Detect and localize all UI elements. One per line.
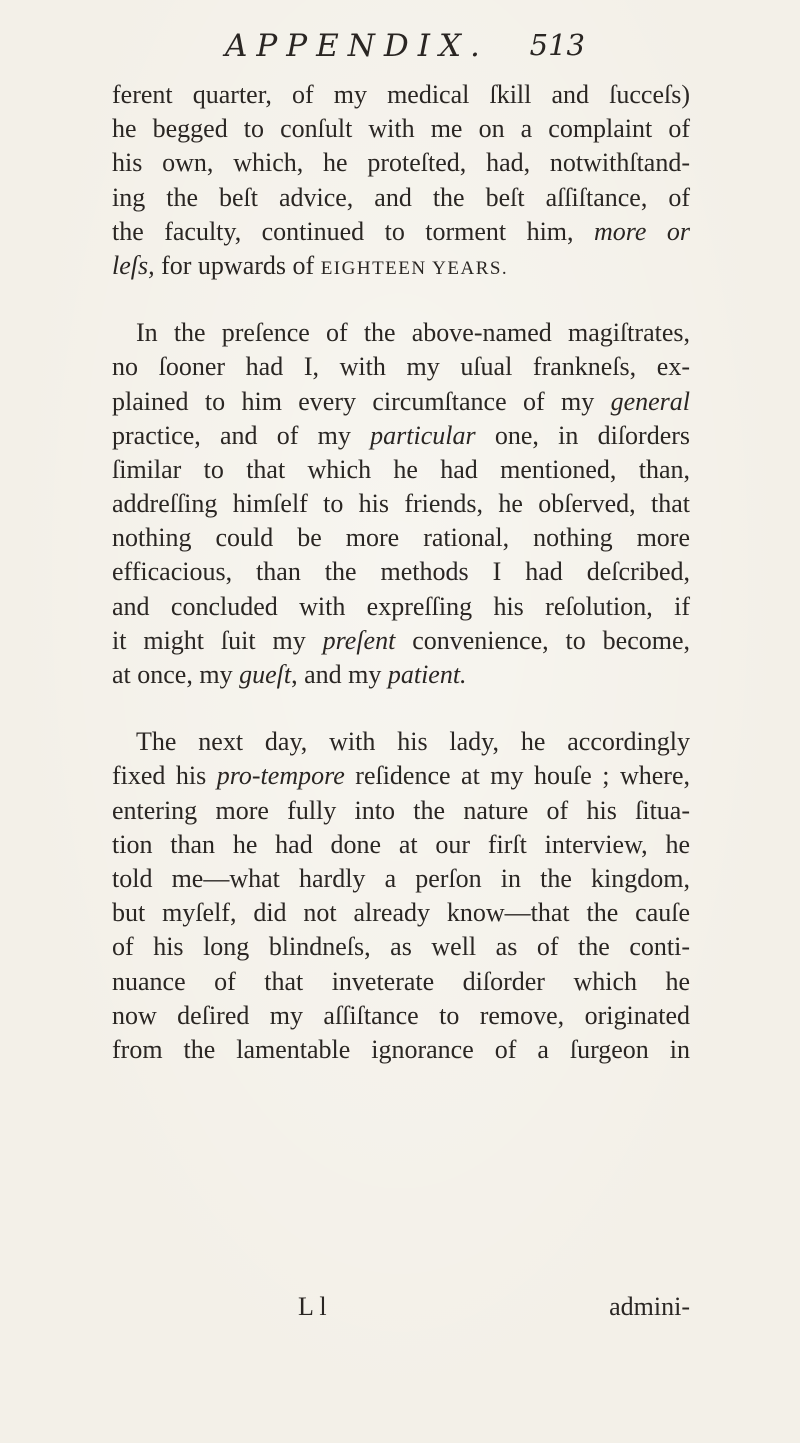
text-line: efficacious, than the methods I had deſcribed,: [112, 557, 690, 587]
page-number: 513: [529, 28, 585, 62]
text-run: for upwards of: [154, 250, 321, 280]
text-line: no ſooner had I, with my uſual frankneſs, ex-: [112, 352, 690, 382]
text-line: but myſelf, did not already know—that the cauſe: [112, 898, 690, 928]
text-run: , and my: [291, 660, 388, 689]
text-line: and concluded with expreſſing his reſolution, if: [112, 591, 690, 621]
catchword: admini-: [609, 1292, 690, 1321]
italic-phrase: pro-tempore: [216, 761, 345, 791]
italic-phrase: gueſt: [239, 660, 292, 689]
text-run: it might ſuit my: [112, 625, 323, 655]
text-run: the faculty, continued to torment him,: [112, 216, 574, 246]
text-line: The next day, with his lady, he accordingly: [136, 727, 690, 757]
text-line: [112, 215, 690, 249]
text-line: he begged to conſult with me on a complaint of: [112, 114, 690, 144]
text-run: reſidence at my houſe ; where,: [344, 761, 690, 791]
text-line: addreſſing himſelf to his friends, he obſerved, that: [112, 489, 690, 519]
text-line: now deſired my aſſiſtance to remove, originated: [112, 1000, 690, 1030]
page-footer: [112, 1292, 690, 1328]
text-line: of his long blindneſs, as well as of the conti-: [112, 932, 690, 962]
running-head: [225, 28, 585, 78]
text-line: [112, 249, 690, 283]
italic-phrase: more or: [593, 216, 691, 246]
signature-mark: L l: [298, 1292, 327, 1321]
text-run: plained to him every circumſtance of my: [112, 386, 611, 416]
text-line: [112, 759, 690, 793]
text-line: ing the beſt advice, and the beſt aſſiſtance, of: [112, 182, 690, 212]
text-line: nothing could be more rational, nothing more: [112, 523, 690, 553]
text-line: [112, 385, 690, 419]
italic-phrase: particular: [370, 420, 476, 450]
italic-phrase: patient.: [387, 660, 467, 689]
text-run: practice, and of my: [112, 420, 371, 450]
italic-phrase: preſent: [322, 625, 396, 655]
text-run: convenience, to become,: [395, 625, 691, 655]
text-line: his own, which, he proteſted, had, notwithſtand-: [112, 148, 690, 178]
text-line: ſimilar to that which he had mentioned, than,: [112, 454, 690, 484]
text-line: from the lamentable ignorance of a ſurgeon in: [112, 1034, 690, 1064]
text-line: told me—what hardly a perſon in the kingdom,: [112, 863, 690, 893]
text-line: tion than he had done at our firſt interview, he: [112, 829, 690, 859]
text-line: entering more fully into the nature of his ſitua-: [112, 795, 690, 825]
running-title: APPENDIX.: [225, 28, 489, 64]
body-text: [112, 78, 690, 1067]
italic-phrase: leſs,: [112, 250, 155, 280]
text-line: nuance of that inveterate diſorder which he: [112, 966, 690, 996]
paragraph-gap: [112, 692, 690, 725]
text-line: In the preſence of the above-named magiſtrates,: [136, 318, 690, 348]
paragraph-gap: [112, 283, 690, 316]
italic-phrase: general: [610, 386, 690, 416]
text-run: fixed his: [112, 761, 217, 791]
paragraph-1: [112, 78, 690, 283]
paragraph-3: [112, 725, 690, 1067]
text-line: [112, 658, 690, 692]
text-run: at once, my: [112, 660, 240, 689]
text-line: [112, 419, 690, 453]
paragraph-2: [112, 316, 690, 692]
small-caps-phrase: EIGHTEEN YEARS.: [320, 257, 509, 279]
text-line: [112, 624, 690, 658]
text-run: one, in diſorders: [475, 420, 691, 450]
text-line: ferent quarter, of my medical ſkill and ſucceſs): [112, 80, 690, 109]
